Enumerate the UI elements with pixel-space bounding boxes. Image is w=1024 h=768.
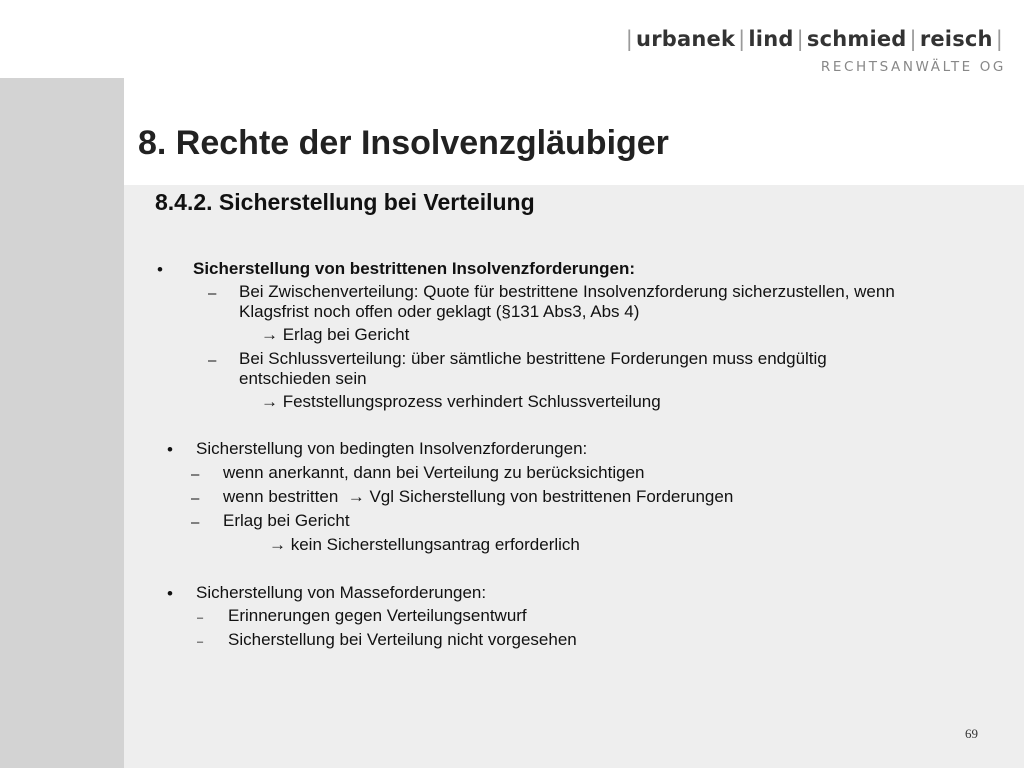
bullet-2: • (167, 440, 173, 459)
slide-title: 8. Rechte der Insolvenzgläubiger (138, 124, 669, 162)
logo-separator: | (625, 27, 634, 51)
logo-name-schmied: schmied (806, 27, 907, 51)
item-erlag-bei-gericht: Erlag bei Gericht (223, 511, 350, 530)
dash-1-2: – (208, 352, 217, 369)
item-schlussverteilung-line-2: entschieden sein (239, 369, 367, 388)
arrow-erlag: → Erlag bei Gericht (261, 325, 410, 344)
item-nicht-vorgesehen: Sicherstellung bei Verteilung nicht vorgesehen (228, 630, 577, 649)
logo-subtitle: RECHTSANWÄLTE OG (820, 59, 1006, 75)
logo-name-urbanek: urbanek (636, 27, 736, 51)
bullet-3: • (167, 584, 173, 603)
section-heading-bestrittene: Sicherstellung von bestrittenen Insolvenzforderungen: (193, 259, 636, 278)
item-anerkannt: wenn anerkannt, dann bei Verteilung zu berücksichtigen (223, 463, 645, 482)
arrow-kein-antrag: → kein Sicherstellungsantrag erforderlich (269, 535, 580, 554)
section-heading-masseforderungen: Sicherstellung von Masseforderungen: (196, 583, 487, 602)
firm-logo (623, 27, 1006, 75)
section-heading-bedingte: Sicherstellung von bedingten Insolvenzforderungen: (196, 439, 588, 458)
logo-separator: | (909, 27, 917, 51)
dash-1-1: – (208, 285, 217, 302)
logo-separator: | (796, 27, 804, 51)
item-erinnerungen: Erinnerungen gegen Verteilungsentwurf (228, 606, 527, 625)
bullet-1: • (157, 260, 163, 279)
slide-subtitle: 8.4.2. Sicherstellung bei Verteilung (155, 189, 535, 215)
logo-separator: | (995, 27, 1003, 51)
page-number: 69 (965, 726, 978, 741)
left-decor-bar (0, 78, 124, 768)
item-zwischenverteilung-line-1: Bei Zwischenverteilung: Quote für bestrittene Insolvenzforderung sicherzustellen, wenn (239, 282, 895, 301)
item-bestritten: wenn bestritten → Vgl Sicherstellung von bestrittenen Forderungen (223, 487, 734, 506)
dash-2-2: – (191, 490, 200, 507)
item-zwischenverteilung-line-2: Klagsfrist noch offen oder geklagt (§131 Abs3, Abs 4) (239, 302, 640, 321)
logo-separator: | (738, 27, 746, 51)
dash-2-3: – (191, 514, 200, 531)
dash-3-1: – (197, 612, 204, 624)
logo-name-lind: lind (748, 27, 794, 51)
dash-2-1: – (191, 466, 200, 483)
logo-name-reisch: reisch (919, 27, 993, 51)
item-schlussverteilung-line-1: Bei Schlussverteilung: über sämtliche bestrittene Forderungen muss endgültig (239, 349, 827, 368)
arrow-feststellungsprozess: → Feststellungsprozess verhindert Schlussverteilung (261, 392, 661, 411)
logo-names (623, 27, 1006, 51)
dash-3-2: – (197, 636, 204, 648)
